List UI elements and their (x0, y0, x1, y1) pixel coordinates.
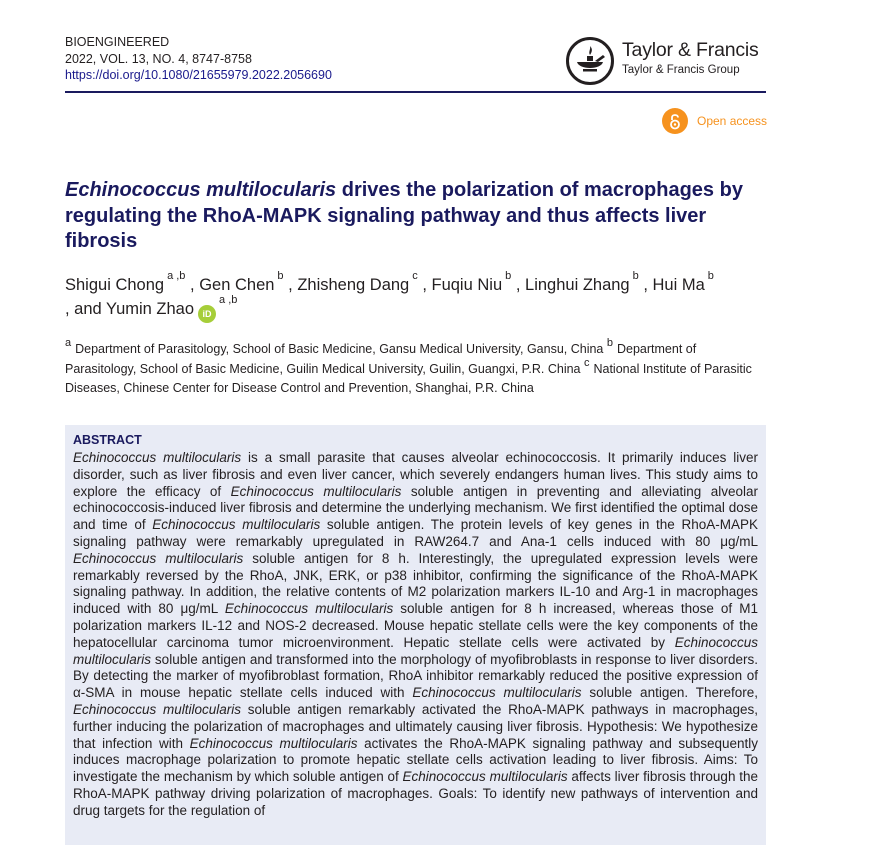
author-separator: , (283, 276, 298, 294)
author-affiliation-mark: a ,b (219, 294, 238, 306)
open-access-badge[interactable] (662, 108, 767, 134)
author-separator: , (185, 276, 200, 294)
author-name: Yumin Zhao (105, 300, 195, 318)
abstract-segment: soluble antigen in preventing and alleviating alveolar echinococcosis-induced liver fibrosis and determine the underlying mechanism. We first identified the optimal dose and time of (73, 483, 758, 533)
abstract-segment: soluble antigen. The protein levels of key genes in the RhoA-MAPK signaling pathway were remarkably upregulated in RAW264.7 and Ana-1 cells induced with 80 μg/mL (73, 517, 758, 549)
abstract-box (65, 425, 766, 845)
abstract-species: Echinococcus multilocularis (224, 601, 394, 617)
author[interactable] (431, 270, 512, 294)
affiliation-mark: c (583, 356, 590, 369)
open-lock-icon (662, 108, 688, 134)
author-separator: , (511, 276, 526, 294)
abstract-species: Echinococcus multilocularis (73, 450, 242, 465)
publisher-logo[interactable] (565, 36, 767, 86)
author[interactable] (199, 270, 284, 294)
author-separator: , (638, 276, 653, 294)
author-affiliation-mark: b (505, 270, 512, 282)
affiliation-mark: a (65, 337, 72, 349)
author[interactable] (525, 270, 639, 294)
author-affiliation-mark: b (707, 270, 714, 282)
author-affiliation-mark: a ,b (167, 270, 186, 282)
abstract-segment: soluble antigen and transformed into the morphology of myofibroblasts in response to liver disorders. By detecting the marker of myofibroblast formation, RhoA inhibitor remarkably reduced the positive expression of α-SMA in mouse hepatic stellate cells induced with (73, 651, 758, 701)
author[interactable] (652, 270, 714, 294)
publisher-name: Taylor & Francis (622, 39, 759, 61)
affiliation-text: National Institute of Parasitic Diseases, Chinese Center for Disease Control and Prevention, Shanghai, P.R. China (65, 361, 752, 395)
author-name: Zhisheng Dang (297, 276, 410, 294)
affiliations (65, 337, 765, 399)
title-species: Echinococcus multilocularis (65, 179, 337, 201)
abstract-heading: ABSTRACT (73, 433, 142, 447)
author-affiliation-mark: b (277, 270, 284, 282)
abstract-segment: activates the RhoA-MAPK signaling pathway and subsequently induces macrophage polarization to promote hepatic stellate cells activation leading to liver fibrosis. Aims: To investigate the mechanism by which soluble antigen of (73, 735, 758, 785)
abstract-segment: soluble antigen. Therefore, (581, 685, 758, 701)
author-affiliation-mark: c (412, 270, 418, 282)
author-name: Hui Ma (652, 276, 705, 294)
author[interactable] (106, 300, 194, 318)
title-rest: drives the polarization of macrophages by regulating the RhoA-MAPK signaling pathway and thus affects liver fibrosis (65, 179, 743, 252)
author-name: Gen Chen (199, 276, 275, 294)
abstract-text (73, 450, 758, 820)
author-separator: , (417, 276, 432, 294)
journal-citation: 2022, VOL. 13, NO. 4, 8747-8758 (65, 51, 252, 66)
journal-meta (65, 34, 332, 84)
abstract-segment: soluble antigen remarkably activated the RhoA-MAPK pathways in macrophages, further inducing the polarization of macrophages and ultimately causing liver fibrosis. Hypothesis: We hypothesize that infection with (73, 701, 758, 751)
abstract-segment: is a small parasite that causes alveolar echinococcosis. It primarily induces liver disorder, such as liver fibrosis and even liver cancer, which severely endangers human lives. This study aims to explore the efficacy of (73, 450, 758, 499)
author[interactable] (65, 270, 186, 294)
affiliation-mark: b (606, 337, 613, 349)
abstract-segment: affects liver fibrosis through the RhoA-MAPK pathway driving polarization of macrophages. Goals: To identify new pathways of intervention and drug targets for the regulation of (73, 769, 758, 818)
abstract-species: Echinococcus multilocularis (230, 483, 402, 499)
abstract-segment: soluble antigen for 8 h increased, whereas those of M1 polarization markers IL-12 and NOS-2 decreased. Mouse hepatic stellate cells were the key components of the hepatocellular carcinoma tumor microenvironment. Hepatic stellate cells were activated by (73, 601, 758, 650)
affiliation-text: Department of Parasitology, School of Basic Medicine, Guilin Medical University, Guilin, Guangxi, P.R. China (65, 342, 697, 376)
abstract-species: Echinococcus multilocularis (412, 685, 582, 701)
author[interactable] (297, 270, 418, 294)
journal-name: BIOENGINEERED (65, 35, 170, 49)
abstract-species: Echinococcus multilocularis (402, 769, 568, 785)
abstract-species: Echinococcus multilocularis (152, 517, 321, 533)
author-name: Fuqiu Niu (431, 276, 503, 294)
orcid-icon[interactable]: iD (198, 305, 216, 323)
author-affiliation-mark: b (632, 270, 639, 282)
author-name: Shigui Chong (65, 276, 165, 294)
abstract-species: Echinococcus multilocularis (189, 735, 358, 751)
lamp-logo-icon (565, 36, 615, 86)
header-rule (65, 91, 766, 93)
open-access-label: Open access (697, 114, 768, 128)
abstract-species: Echinococcus multilocularis (73, 634, 758, 667)
doi-link[interactable]: https://doi.org/10.1080/21655979.2022.2056690 (65, 68, 332, 82)
abstract-species: Echinococcus multilocularis (73, 701, 242, 717)
author-name: Linghui Zhang (525, 276, 630, 294)
author-list (65, 270, 770, 323)
publisher-group: Taylor & Francis Group (622, 64, 740, 76)
abstract-segment: soluble antigen for 8 h. Interestingly, the upregulated expression levels were remarkably reversed by the RhoA, JNK, ERK, or p38 inhibitor, confirming the significance of the RhoA-MAPK signaling pathway. In addition, the relative contents of M2 polarization markers IL-10 and Arg-1 in macrophages induced with 80 μg/mL (73, 550, 758, 617)
author-prefix: , and (65, 300, 106, 318)
article-title (65, 178, 770, 255)
abstract-species: Echinococcus multilocularis (73, 550, 244, 566)
affiliation-text: Department of Parasitology, School of Basic Medicine, Gansu Medical University, Gansu, China (75, 342, 607, 356)
